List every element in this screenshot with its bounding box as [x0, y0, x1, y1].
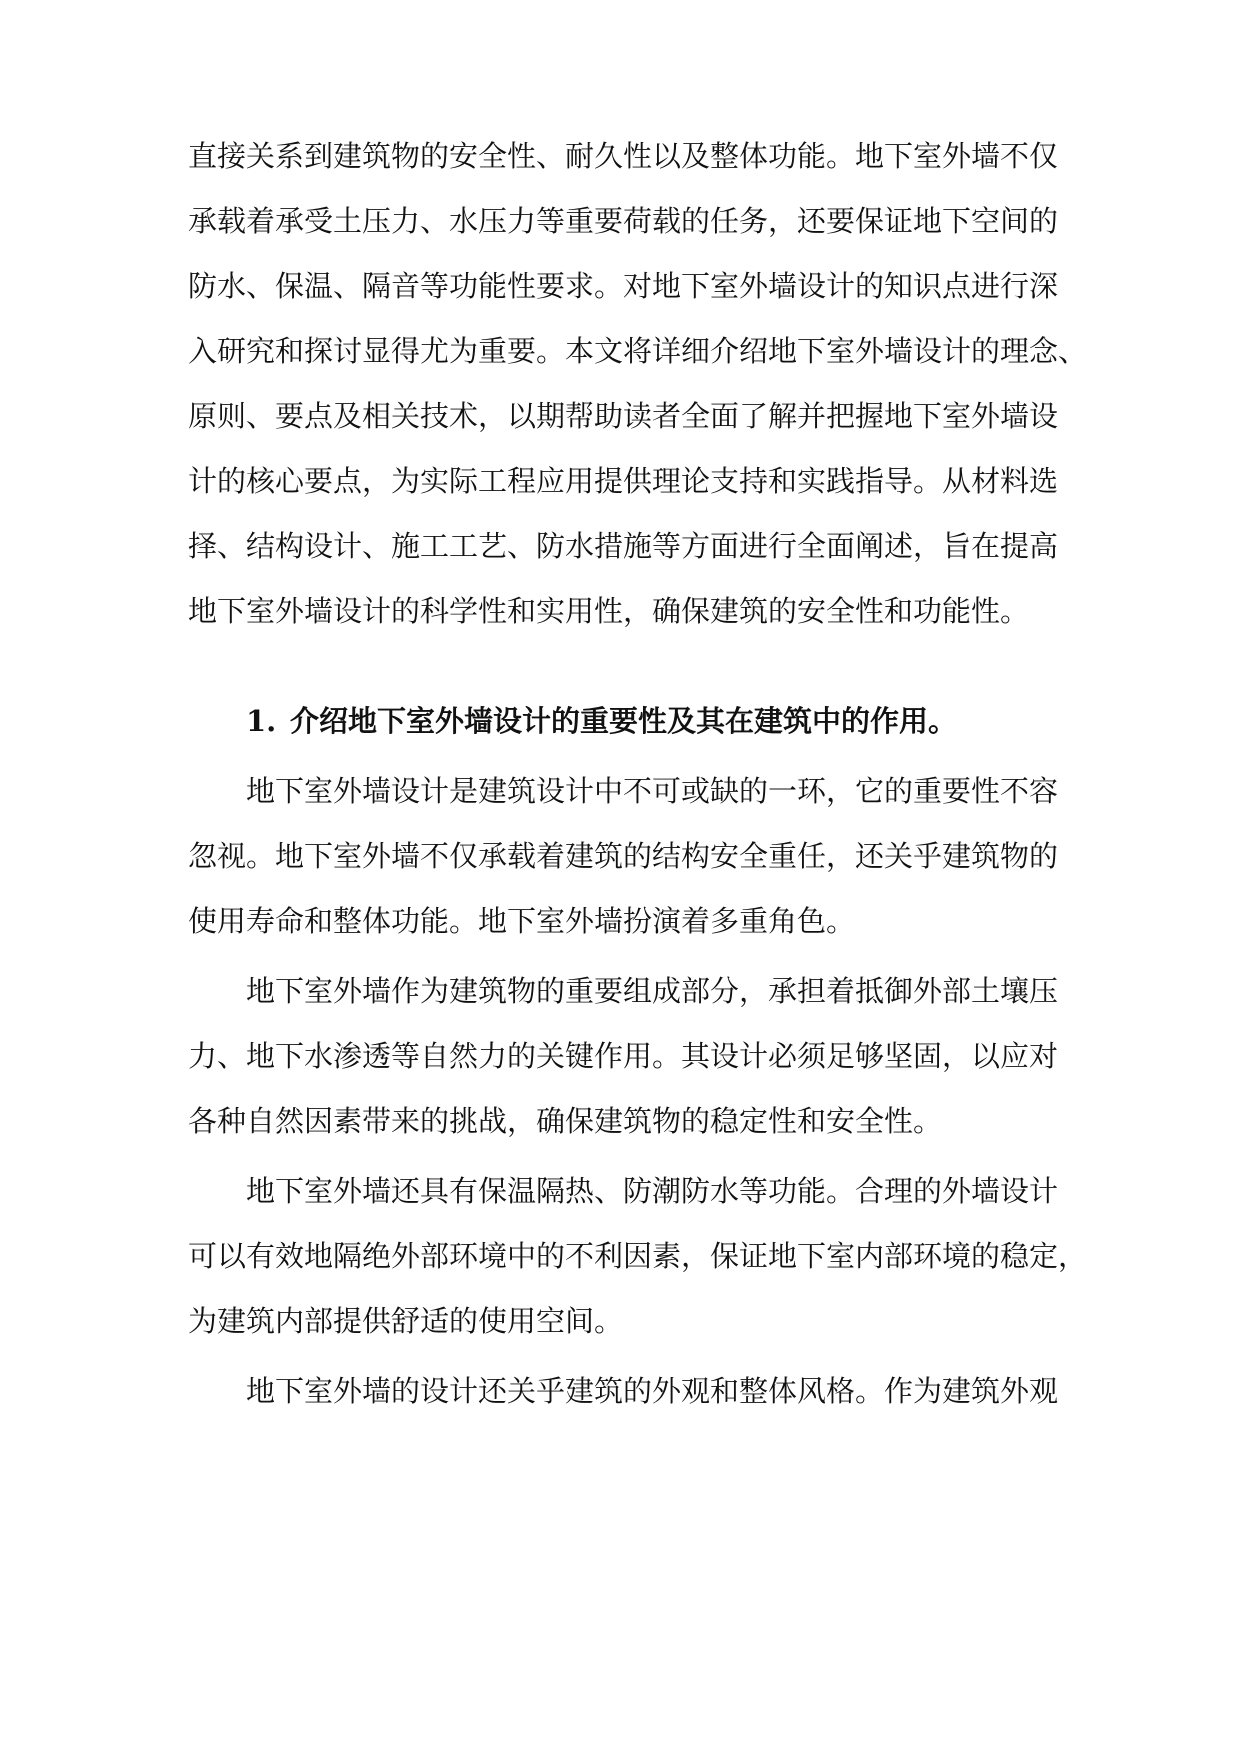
section-title: 介绍地下室外墙设计的重要性及其在建筑中的作用。	[290, 704, 958, 738]
p3-line-1: 地下室外墙还具有保温隔热、防潮防水等功能。合理的外墙设计	[246, 1174, 1059, 1208]
intro-line-5: 原则、要点及相关技术，以期帮助读者全面了解并把握地下室外墙设	[188, 399, 1059, 433]
p2-line-1: 地下室外墙作为建筑物的重要组成部分，承担着抵御外部土壤压	[246, 974, 1059, 1008]
section-number: 1.	[246, 704, 277, 738]
p2-line-3: 各种自然因素带来的挑战，确保建筑物的稳定性和安全性。	[188, 1104, 943, 1138]
p4-line-1: 地下室外墙的设计还关乎建筑的外观和整体风格。作为建筑外观	[246, 1374, 1059, 1408]
intro-line-4: 入研究和探讨显得尤为重要。本文将详细介绍地下室外墙设计的理念、	[188, 334, 1088, 368]
intro-line-8: 地下室外墙设计的科学性和实用性，确保建筑的安全性和功能性。	[188, 594, 1030, 628]
p3-line-3: 为建筑内部提供舒适的使用空间。	[188, 1304, 624, 1338]
intro-line-2: 承载着承受土压力、水压力等重要荷载的任务，还要保证地下空间的	[188, 204, 1059, 238]
p2-line-2: 力、地下水渗透等自然力的关键作用。其设计必须足够坚固，以应对	[188, 1039, 1059, 1073]
section-heading	[246, 701, 957, 741]
p1-line-1: 地下室外墙设计是建筑设计中不可或缺的一环，它的重要性不容	[246, 774, 1059, 808]
intro-line-6: 计的核心要点，为实际工程应用提供理论支持和实践指导。从材料选	[188, 464, 1059, 498]
p1-line-3: 使用寿命和整体功能。地下室外墙扮演着多重角色。	[188, 904, 856, 938]
intro-line-3: 防水、保温、隔音等功能性要求。对地下室外墙设计的知识点进行深	[188, 269, 1059, 303]
intro-line-1: 直接关系到建筑物的安全性、耐久性以及整体功能。地下室外墙不仅	[188, 139, 1059, 173]
p3-line-2: 可以有效地隔绝外部环境中的不利因素，保证地下室内部环境的稳定，	[188, 1239, 1088, 1273]
intro-line-7: 择、结构设计、施工工艺、防水措施等方面进行全面阐述，旨在提高	[188, 529, 1059, 563]
p1-line-2: 忽视。地下室外墙不仅承载着建筑的结构安全重任，还关乎建筑物的	[188, 839, 1059, 873]
